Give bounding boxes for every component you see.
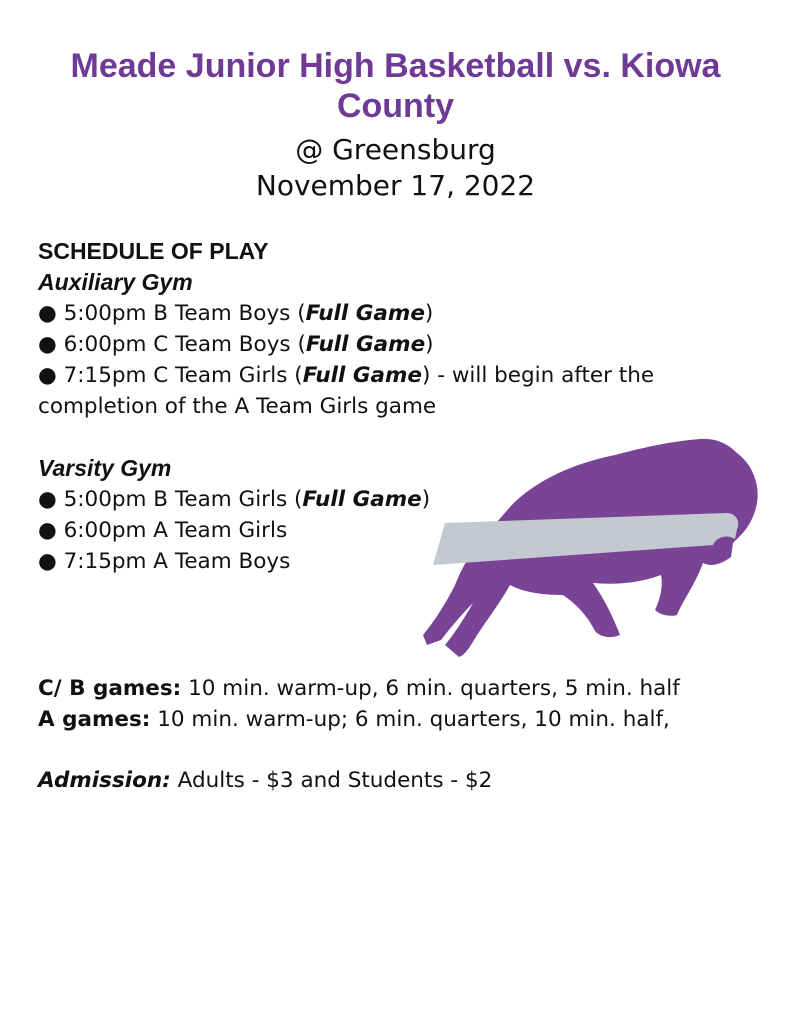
aux-item-2-text: ● 6:00pm C Team Boys ( — [38, 332, 306, 357]
page-title — [0, 46, 791, 126]
date-text: November 17, 2022 — [255, 169, 536, 202]
aux-item-2-after: ) — [425, 332, 434, 357]
admission-line — [38, 765, 778, 796]
rules-section — [38, 673, 778, 735]
aux-item-3-emph: Full Game — [302, 363, 422, 388]
var-item-1-emph: Full Game — [302, 487, 422, 512]
aux-item-3-text: ● 7:15pm C Team Girls ( — [38, 363, 303, 388]
aux-item-1 — [38, 298, 778, 329]
aux-item-3-after: ) - will begin after the completion of the A Team Girls game — [38, 363, 655, 419]
aux-item-1-text: ● 5:00pm B Team Boys ( — [38, 301, 306, 326]
location-text: @ Greensburg — [295, 133, 496, 166]
aux-item-1-emph: Full Game — [305, 301, 425, 326]
a-games-label: A games: — [38, 707, 151, 732]
aux-item-1-after: ) — [424, 301, 434, 326]
title-line-1: Meade Junior High Basketball vs. Kiowa — [70, 47, 721, 85]
a-games-text: 10 min. warm-up; 6 min. quarters, 10 min. half, — [150, 707, 670, 732]
a-games-line — [38, 704, 778, 735]
schedule-heading: SCHEDULE OF PLAY — [38, 238, 269, 264]
var-item-3: ● 7:15pm A Team Boys — [38, 549, 291, 574]
cb-games-label: C/ B games: — [38, 676, 182, 701]
var-item-1-text: ● 5:00pm B Team Girls ( — [38, 487, 303, 512]
var-item-1-after: ) — [421, 487, 431, 512]
aux-item-2 — [38, 329, 778, 360]
aux-item-2-emph: Full Game — [305, 332, 426, 357]
var-item-2: ● 6:00pm A Team Girls — [38, 518, 288, 543]
title-line-2: County — [336, 87, 455, 125]
aux-item-3 — [38, 360, 738, 422]
auxiliary-gym-heading: Auxiliary Gym — [38, 269, 193, 295]
admission-label: Admission: — [38, 768, 171, 793]
bison-mascot-icon — [415, 435, 760, 660]
admission-text: Adults - $3 and Students - $2 — [170, 768, 493, 793]
varsity-gym-heading: Varsity Gym — [38, 455, 172, 481]
cb-games-text: 10 min. warm-up, 6 min. quarters, 5 min. half — [181, 676, 680, 701]
cb-games-line — [38, 673, 778, 704]
schedule-section — [38, 236, 778, 422]
admission-section — [38, 765, 778, 796]
